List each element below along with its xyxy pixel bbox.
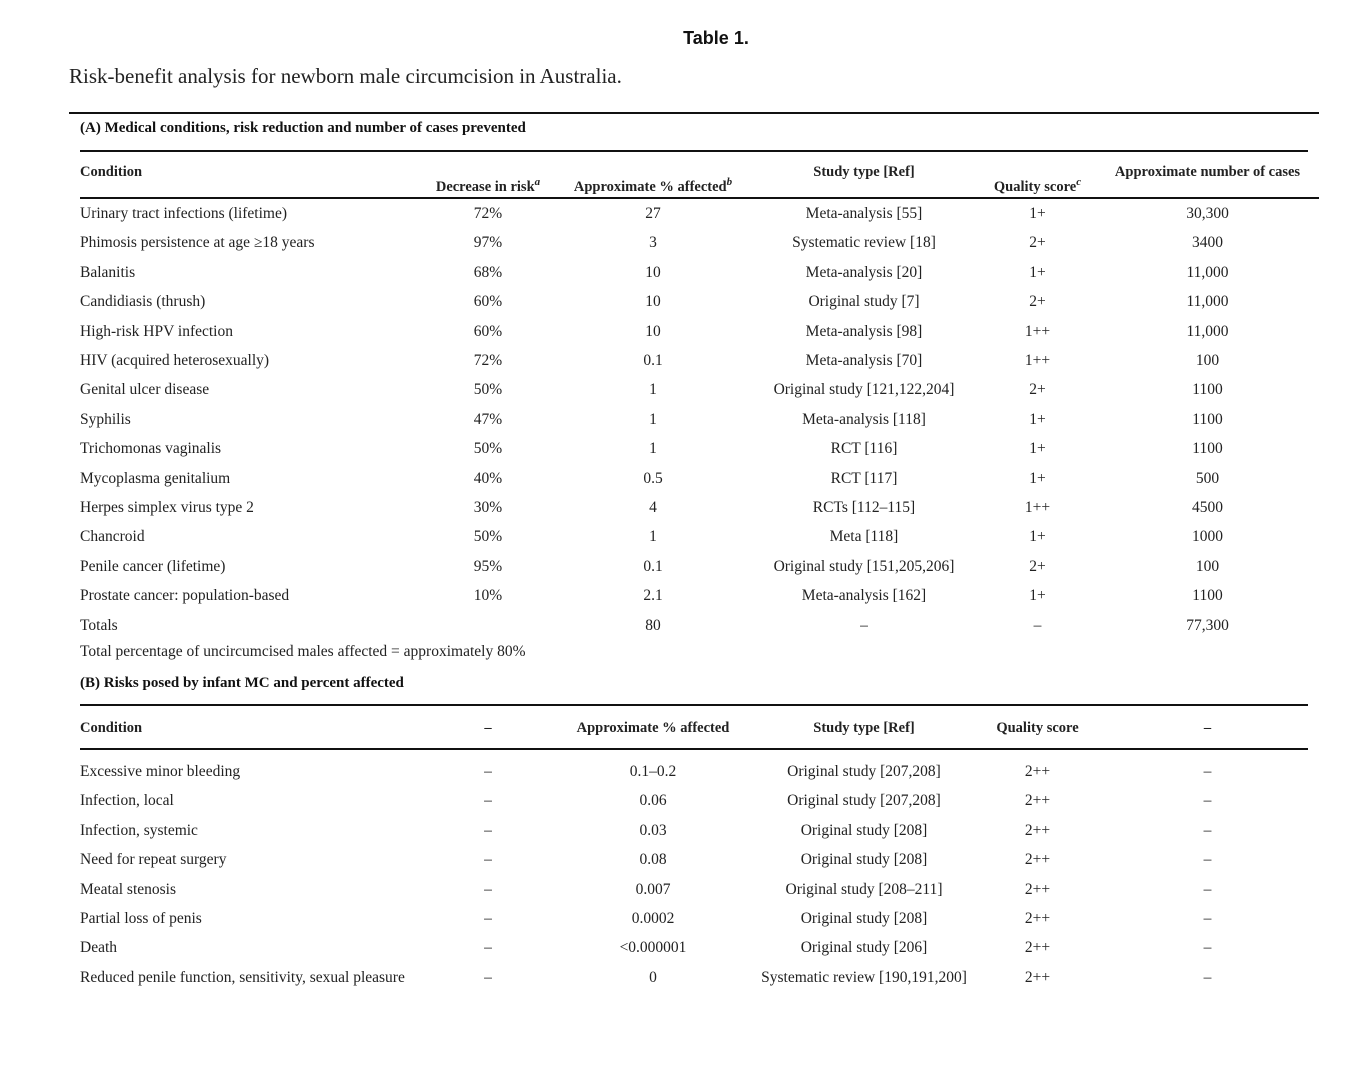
cell-col-5: 11,000 (1186, 293, 1229, 311)
cell-col-5: – (1203, 880, 1212, 898)
cell-col-1: 10% (473, 587, 503, 605)
cell-col-2: 10 (645, 263, 661, 281)
cell-col-5: 500 (1195, 469, 1220, 487)
cell-condition: Syphilis (80, 410, 131, 428)
table-caption: Risk-benefit analysis for newborn male circumcision in Australia. (69, 64, 622, 88)
footnote-b: b (726, 176, 733, 188)
header-b-quality-score: Quality score (996, 720, 1079, 736)
cell-col-5: 1000 (1192, 528, 1223, 546)
cell-col-3: RCTs [112–115] (812, 499, 916, 516)
cell-col-3: Original study [121,122,204] (773, 381, 955, 399)
table-row (0, 202, 1345, 226)
cell-col-3: Systematic review [190,191,200] (761, 968, 967, 986)
cell-col-4: 1++ (1024, 322, 1051, 340)
cell-condition: Prostate cancer: population-based (80, 587, 290, 605)
table-row (0, 760, 1345, 784)
table-row (0, 584, 1345, 608)
cell-col-1: 97% (473, 234, 503, 252)
cell-col-1: 40% (473, 469, 503, 487)
cell-col-4: 2+ (1029, 557, 1046, 575)
header-approximate-affected: Approximate % affected$^b$ (573, 176, 733, 195)
cell-col-1: 60% (473, 322, 503, 340)
cell-col-2: 1 (649, 440, 657, 458)
section-a-header-top-rule (80, 150, 1308, 152)
cell-col-5: 30,300 (1186, 205, 1229, 222)
cell-col-2: 0.06 (639, 792, 667, 810)
cell-col-2: 1 (649, 528, 657, 546)
cell-col-4: 2++ (1024, 910, 1051, 927)
cell-col-1: 72% (473, 352, 503, 369)
cell-col-4: 1+ (1029, 528, 1046, 546)
table-row (0, 349, 1345, 373)
table-row (0, 848, 1345, 872)
cell-col-3: Original study [208–211] (785, 880, 943, 898)
table-row (0, 467, 1345, 491)
cell-col-2: 0.0002 (631, 910, 675, 927)
cell-col-2: 0.1 (643, 352, 663, 369)
cell-col-4: 2++ (1024, 880, 1051, 898)
cell-col-4: 1+ (1029, 587, 1046, 605)
cell-col-4: – (1033, 616, 1042, 634)
cell-col-4: 1++ (1024, 352, 1051, 369)
section-b-header-row (0, 716, 1345, 740)
cell-col-2: 4 (649, 499, 657, 516)
cell-col-2: 3 (649, 234, 657, 252)
cell-col-1: – (484, 851, 492, 869)
cell-col-5: – (1203, 851, 1212, 869)
cell-col-3: Meta [118] (829, 528, 899, 546)
cell-col-3: Original study [208] (800, 821, 928, 839)
section-a-note: Total percentage of uncircumcised males affected = approximately 80% (80, 643, 526, 660)
cell-col-3: Original study [208] (800, 851, 928, 869)
cell-col-5: – (1203, 763, 1212, 780)
table-row (0, 966, 1345, 990)
cell-col-2: 27 (645, 205, 661, 222)
cell-col-3: Original study [151,205,206] (773, 557, 955, 575)
header-b-col1: – (484, 720, 492, 736)
cell-col-5: 100 (1195, 557, 1220, 575)
cell-col-4: 2+ (1029, 234, 1046, 252)
header-b-condition: Condition (80, 720, 143, 736)
cell-col-2: 0.03 (639, 821, 667, 839)
cell-condition: Death (80, 939, 118, 957)
cell-condition: Genital ulcer disease (80, 381, 210, 399)
section-a-header-bottom-rule (80, 197, 1319, 199)
cell-col-2: 10 (645, 322, 661, 340)
cell-col-3: Original study [208] (800, 910, 928, 927)
cell-col-1: 95% (473, 557, 503, 575)
cell-col-2: 2.1 (643, 587, 663, 605)
cell-col-5: 1100 (1192, 587, 1223, 605)
cell-col-4: 1+ (1029, 263, 1046, 281)
cell-col-5: – (1203, 821, 1212, 839)
cell-col-3: Meta-analysis [162] (801, 587, 927, 605)
cell-col-4: 1+ (1029, 205, 1046, 222)
cell-col-1: – (484, 763, 492, 780)
cell-col-4: 1+ (1029, 469, 1046, 487)
table-row (0, 320, 1345, 344)
cell-col-5: – (1203, 968, 1212, 986)
cell-condition: Phimosis persistence at age ≥18 years (80, 234, 315, 252)
cell-col-1: – (484, 880, 492, 898)
cell-col-3: Original study [207,208] (787, 792, 941, 810)
cell-col-3: RCT [116] (830, 440, 898, 458)
cell-col-1: 47% (473, 410, 503, 428)
cell-col-1: – (484, 910, 492, 927)
cell-col-4: 2++ (1024, 968, 1051, 986)
header-study-type: Study type [Ref] (813, 164, 915, 180)
cell-col-1: – (484, 792, 492, 810)
table-row (0, 496, 1345, 520)
cell-col-4: 2++ (1024, 792, 1051, 810)
header-b-col5: – (1203, 720, 1212, 736)
cell-col-1: 50% (473, 528, 503, 546)
cell-condition: Need for repeat surgery (80, 851, 227, 869)
cell-condition: Excessive minor bleeding (80, 763, 241, 780)
cell-col-2: 1 (649, 410, 657, 428)
cell-condition: Urinary tract infections (lifetime) (80, 205, 288, 222)
cell-col-2: 0.1–0.2 (629, 763, 677, 780)
cell-condition: Herpes simplex virus type 2 (80, 499, 254, 516)
cell-col-2: 1 (649, 381, 657, 399)
cell-col-5: – (1203, 910, 1212, 927)
section-b-title: (B) Risks posed by infant MC and percent affected (80, 675, 404, 691)
cell-col-4: 2++ (1024, 821, 1051, 839)
header-approximate-cases: Approximate number of cases (1114, 164, 1301, 180)
cell-col-1: 50% (473, 381, 503, 399)
cell-col-2: 80 (645, 616, 661, 634)
cell-col-5: – (1203, 939, 1212, 957)
cell-col-1: 30% (473, 499, 503, 516)
cell-condition: HIV (acquired heterosexually) (80, 352, 270, 369)
section-b-header-bottom-rule (80, 748, 1308, 750)
cell-col-2: 0.5 (643, 469, 663, 487)
cell-col-4: 1+ (1029, 410, 1046, 428)
header-b-study-type: Study type [Ref] (813, 720, 915, 736)
cell-col-3: Meta-analysis [118] (802, 410, 926, 428)
section-b-header-top-rule (80, 704, 1308, 706)
footnote-a: a (534, 176, 541, 188)
footnote-c: c (1076, 176, 1082, 188)
cell-col-2: 10 (645, 293, 661, 311)
cell-condition: High-risk HPV infection (80, 322, 233, 340)
cell-condition: Reduced penile function, sensitivity, sexual pleasure (80, 968, 405, 986)
top-rule (69, 112, 1319, 114)
cell-col-3: Systematic review [18] (792, 234, 936, 252)
cell-col-4: 2+ (1029, 293, 1046, 311)
table-row (0, 378, 1345, 402)
cell-condition: Infection, systemic (80, 821, 198, 839)
cell-condition: Mycoplasma genitalium (80, 469, 231, 487)
cell-col-5: 1100 (1192, 410, 1223, 428)
table-row (0, 878, 1345, 902)
cell-col-5: 11,000 (1186, 322, 1229, 340)
cell-condition: Infection, local (80, 792, 174, 810)
header-b-approximate-affected: Approximate % affected (576, 720, 730, 736)
table-row (0, 789, 1345, 813)
cell-col-1: 68% (473, 263, 503, 281)
cell-col-1: 50% (473, 440, 503, 458)
cell-condition: Partial loss of penis (80, 910, 202, 927)
cell-condition: Penile cancer (lifetime) (80, 557, 226, 575)
table-row (0, 555, 1345, 579)
cell-condition: Trichomonas vaginalis (80, 440, 222, 458)
cell-col-1: – (484, 968, 492, 986)
cell-col-5: – (1203, 792, 1212, 810)
table-row (0, 231, 1345, 255)
cell-condition: Candidiasis (thrush) (80, 293, 206, 311)
cell-col-5: 3400 (1192, 234, 1223, 252)
table-row (0, 525, 1345, 549)
cell-col-3: Original study [7] (808, 293, 920, 311)
section-a-title: (A) Medical conditions, risk reduction and number of cases prevented (80, 120, 526, 136)
cell-col-3: – (860, 616, 868, 634)
table-row (0, 614, 1345, 638)
cell-col-3: Meta-analysis [55] (805, 205, 923, 222)
cell-col-3: Meta-analysis [70] (805, 352, 923, 369)
cell-col-4: 1+ (1029, 440, 1046, 458)
section-a-header-row (0, 160, 1345, 195)
cell-col-4: 2++ (1024, 939, 1051, 957)
table-label: Table 1. (683, 28, 749, 48)
cell-col-3: Original study [206] (800, 939, 928, 957)
table-row (0, 408, 1345, 432)
cell-col-1: 60% (473, 293, 503, 311)
cell-col-2: 0.1 (643, 557, 663, 575)
table-row (0, 261, 1345, 285)
header-condition: Condition (80, 164, 143, 180)
cell-col-3: Meta-analysis [20] (805, 263, 923, 281)
cell-col-4: 2++ (1024, 851, 1051, 869)
header-decrease-in-risk: Decrease in risk$^a$ (435, 176, 541, 195)
cell-condition: Meatal stenosis (80, 880, 176, 898)
cell-col-3: RCT [117] (830, 469, 898, 487)
cell-col-4: 2+ (1029, 381, 1046, 399)
cell-col-1: – (484, 939, 492, 957)
header-quality-score: Quality score$^c$ (993, 176, 1082, 195)
table-row (0, 819, 1345, 843)
cell-condition: Balanitis (80, 263, 136, 281)
cell-col-4: 1++ (1024, 499, 1051, 516)
table-row (0, 290, 1345, 314)
cell-condition: Totals (80, 616, 118, 634)
table-row (0, 907, 1345, 931)
cell-col-2: 0 (649, 968, 657, 986)
cell-col-5: 11,000 (1186, 263, 1229, 281)
cell-col-5: 4500 (1192, 499, 1223, 516)
table-row (0, 437, 1345, 461)
cell-col-5: 100 (1195, 352, 1220, 369)
cell-col-3: Meta-analysis [98] (805, 322, 923, 340)
cell-col-1: 72% (473, 205, 503, 222)
cell-col-2: 0.007 (635, 880, 671, 898)
cell-col-5: 1100 (1192, 381, 1223, 399)
cell-col-1: – (484, 821, 492, 839)
cell-col-3: Original study [207,208] (787, 763, 941, 780)
cell-col-2: 0.08 (639, 851, 667, 869)
cell-col-5: 77,300 (1186, 616, 1229, 634)
cell-col-2: <0.000001 (619, 939, 687, 957)
cell-condition: Chancroid (80, 528, 145, 546)
table-row (0, 936, 1345, 960)
cell-col-4: 2++ (1024, 763, 1051, 780)
cell-col-5: 1100 (1192, 440, 1223, 458)
